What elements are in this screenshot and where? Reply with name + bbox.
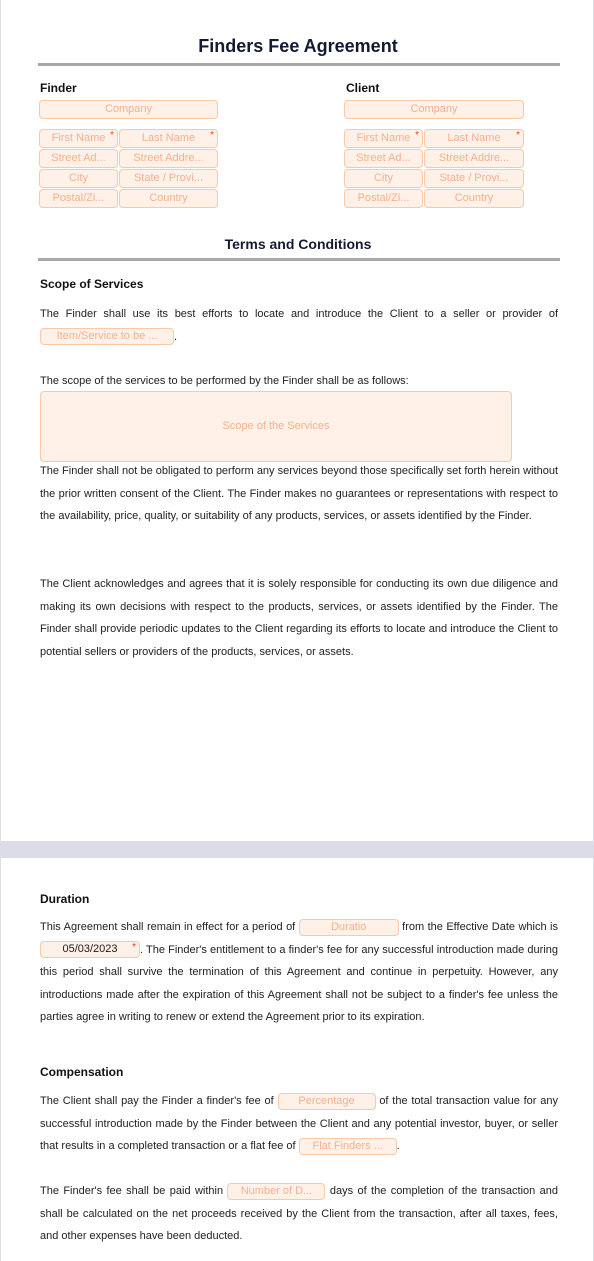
client-heading: Client: [346, 81, 380, 95]
duration-field[interactable]: Duratio: [299, 919, 399, 936]
compensation-paragraph-1: The Client shall pay the Finder a finder's fee of Percentage of the total transaction value for any successful introduction made by the Finder between the Client and any potential investor, buyer, or seller that results in a completed transaction or a flat fee of Flat Finders ... .: [40, 1090, 558, 1158]
terms-divider: [38, 258, 560, 261]
scope-heading: Scope of Services: [40, 277, 144, 291]
title-divider: [38, 63, 560, 66]
finder-last-name-field[interactable]: Last Name *: [119, 129, 218, 148]
payment-days-field[interactable]: Number of D...: [227, 1183, 325, 1200]
scope-paragraph-2: The scope of the services to be performed by the Finder shall be as follows:: [40, 375, 409, 387]
finder-city-field[interactable]: City: [39, 169, 118, 188]
required-asterisk: *: [516, 130, 520, 141]
effective-date-field[interactable]: 05/03/2023 *: [40, 941, 140, 958]
scope-paragraph-4: The Client acknowledges and agrees that it is solely responsible for conducting its own due diligence and making its own decisions with respect to the products, services, or assets identified by the Finder. The Finder shall provide periodic updates to the Client regarding its efforts to locate and introduce the Client to potential sellers or providers of the products, services, or assets.: [40, 578, 558, 658]
finder-street1-field[interactable]: Street Ad...: [39, 149, 118, 168]
finder-country-field[interactable]: Country: [119, 189, 218, 208]
terms-title: Terms and Conditions: [224, 236, 372, 252]
scope-of-services-textarea[interactable]: Scope of the Services: [40, 391, 512, 462]
scope-paragraph-1: The Finder shall use its best efforts to locate and introduce the Client to a seller or provider of Item/Service to be ... .: [40, 303, 558, 348]
client-street2-field[interactable]: Street Addre...: [424, 149, 524, 168]
finder-company-field[interactable]: Company: [39, 100, 218, 119]
required-asterisk: *: [210, 130, 214, 141]
item-service-field[interactable]: Item/Service to be ...: [40, 328, 174, 345]
scope-paragraph-3: The Finder shall not be obligated to perform any services beyond those specifically set forth herein without the prior written consent of the Client. The Finder makes no guarantees or representations with respect to the availability, price, quality, or suitability of any products, services, or assets identified by the Finder.: [40, 465, 558, 522]
client-last-name-field[interactable]: Last Name *: [424, 129, 524, 148]
finder-street2-field[interactable]: Street Addre...: [119, 149, 218, 168]
client-state-field[interactable]: State / Provi...: [424, 169, 524, 188]
document-title: Finders Fee Agreement: [198, 36, 398, 56]
client-city-field[interactable]: City: [344, 169, 423, 188]
client-country-field[interactable]: Country: [424, 189, 524, 208]
client-company-field[interactable]: Company: [344, 100, 524, 119]
duration-paragraph: This Agreement shall remain in effect for a period of Duratio from the Effective Date which is 05/03/2023 * . The Finder's entitlement to a finder's fee for any successful introduction made during this period shall survive the termination of this Agreement and continue in perpetuity. However, any introductions made after the expiration of this Agreement shall not be subject to a finder's fee unless the parties agree in writing to renew or extend the Agreement prior to its expiration.: [40, 920, 558, 1023]
percentage-field[interactable]: Percentage: [278, 1093, 376, 1110]
finder-heading: Finder: [40, 81, 77, 95]
required-asterisk: *: [132, 942, 136, 954]
finder-postal-field[interactable]: Postal/Zi...: [39, 189, 118, 208]
duration-heading: Duration: [40, 892, 90, 906]
client-postal-field[interactable]: Postal/Zi...: [344, 189, 423, 208]
page-2: [0, 858, 594, 1261]
finder-state-field[interactable]: State / Provi...: [119, 169, 218, 188]
client-first-name-field[interactable]: First Name *: [344, 129, 423, 148]
finder-first-name-field[interactable]: First Name *: [39, 129, 118, 148]
page-separator: [0, 841, 594, 858]
required-asterisk: *: [110, 130, 114, 141]
compensation-heading: Compensation: [40, 1065, 124, 1079]
compensation-paragraph-2: The Finder's fee shall be paid within Number of D... days of the completion of the transaction and shall be calculated on the net proceeds received by the Client from the transaction, after all taxes, fees, and other expenses have been deducted.: [40, 1184, 559, 1242]
client-street1-field[interactable]: Street Ad...: [344, 149, 423, 168]
flat-fee-field[interactable]: Flat Finders ...: [299, 1138, 397, 1155]
required-asterisk: *: [415, 130, 419, 141]
